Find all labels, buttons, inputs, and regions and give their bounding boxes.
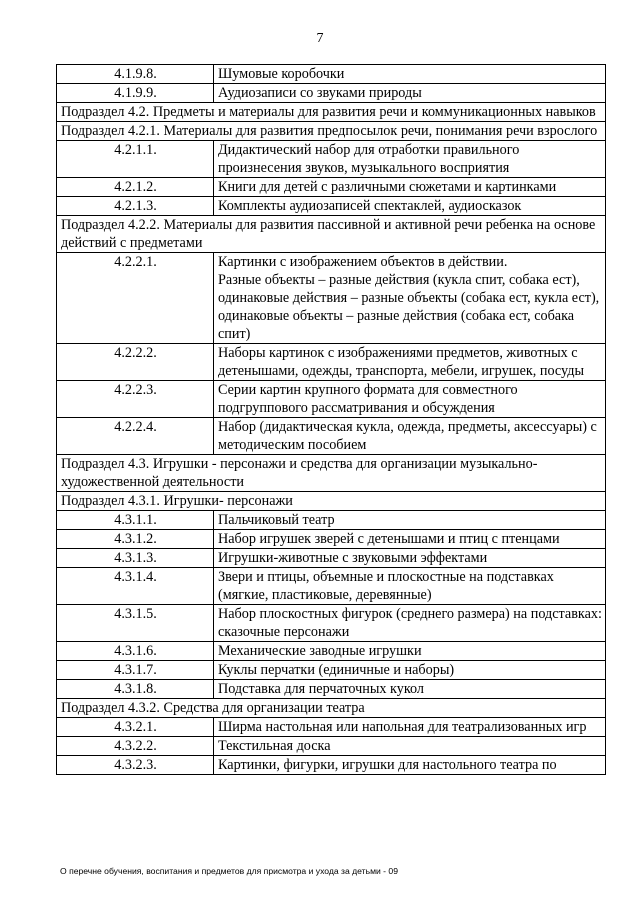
item-description: Наборы картинок с изображениями предметов, животных с детенышами, одежды, транспорта, мебели, игрушек, посуды	[214, 344, 606, 381]
item-description: Набор игрушек зверей с детенышами и птиц с птенцами	[214, 530, 606, 549]
item-description: Ширма настольная или напольная для театрализованных игр	[214, 718, 606, 737]
item-number: 4.3.1.4.	[57, 568, 214, 605]
table-row	[57, 197, 606, 216]
table-row	[57, 642, 606, 661]
section-heading: Подраздел 4.2. Предметы и материалы для развития речи и коммуникационных навыков	[57, 103, 606, 122]
item-description: Книги для детей с различными сюжетами и картинками	[214, 178, 606, 197]
footer-note: О перечне обучения, воспитания и предметов для присмотра и ухода за детьми - 09	[60, 866, 398, 876]
item-number: 4.2.1.1.	[57, 141, 214, 178]
table-row	[57, 84, 606, 103]
section-heading: Подраздел 4.3. Игрушки - персонажи и средства для организации музыкально-художественной деятельности	[57, 455, 606, 492]
item-number: 4.1.9.8.	[57, 65, 214, 84]
item-description: Текстильная доска	[214, 737, 606, 756]
table-row	[57, 680, 606, 699]
item-number: 4.1.9.9.	[57, 84, 214, 103]
item-number: 4.2.1.3.	[57, 197, 214, 216]
table-row	[57, 605, 606, 642]
section-row	[57, 216, 606, 253]
section-heading: Подраздел 4.3.2. Средства для организации театра	[57, 699, 606, 718]
table-row	[57, 718, 606, 737]
item-number: 4.3.1.7.	[57, 661, 214, 680]
table-row	[57, 737, 606, 756]
table-row	[57, 549, 606, 568]
table-body	[57, 65, 606, 775]
item-description: Набор плоскостных фигурок (среднего размера) на подставках: сказочные персонажи	[214, 605, 606, 642]
section-heading: Подраздел 4.2.1. Материалы для развития предпосылок речи, понимания речи взрослого	[57, 122, 606, 141]
table-row	[57, 141, 606, 178]
page-number: 7	[316, 31, 324, 46]
item-description: Серии картин крупного формата для совместного подгруппового рассматривания и обсуждения	[214, 381, 606, 418]
item-description: Куклы перчатки (единичные и наборы)	[214, 661, 606, 680]
item-number: 4.3.2.3.	[57, 756, 214, 775]
item-description: Подставка для перчаточных кукол	[214, 680, 606, 699]
item-number: 4.2.1.2.	[57, 178, 214, 197]
item-number: 4.3.1.1.	[57, 511, 214, 530]
table-row	[57, 253, 606, 344]
item-number: 4.3.1.6.	[57, 642, 214, 661]
table-row	[57, 381, 606, 418]
item-number: 4.2.2.4.	[57, 418, 214, 455]
section-heading: Подраздел 4.3.1. Игрушки- персонажи	[57, 492, 606, 511]
item-number: 4.3.1.5.	[57, 605, 214, 642]
item-number: 4.2.2.1.	[57, 253, 214, 344]
item-description: Звери и птицы, объемные и плоскостные на подставках (мягкие, пластиковые, деревянные)	[214, 568, 606, 605]
item-description: Картинки с изображением объектов в действии. Разные объекты – разные действия (кукла спит, собака ест), одинаковые действия – разные объекты (собака ест, кукла ест), одинаковые объекты – разные действия (собака ест, собака спит)	[214, 253, 606, 344]
item-description: Игрушки-животные с звуковыми эффектами	[214, 549, 606, 568]
item-description: Пальчиковый театр	[214, 511, 606, 530]
item-number: 4.3.2.2.	[57, 737, 214, 756]
table-row	[57, 511, 606, 530]
section-row	[57, 122, 606, 141]
table-row	[57, 661, 606, 680]
table-row	[57, 568, 606, 605]
table-row	[57, 65, 606, 84]
section-heading: Подраздел 4.2.2. Материалы для развития пассивной и активной речи ребенка на основе действий с предметами	[57, 216, 606, 253]
item-number: 4.3.1.8.	[57, 680, 214, 699]
table-row	[57, 530, 606, 549]
item-description: Картинки, фигурки, игрушки для настольного театра по	[214, 756, 606, 775]
item-description: Механические заводные игрушки	[214, 642, 606, 661]
section-row	[57, 699, 606, 718]
item-description: Набор (дидактическая кукла, одежда, предметы, аксессуары) с методическим пособием	[214, 418, 606, 455]
item-number: 4.3.1.3.	[57, 549, 214, 568]
item-number: 4.3.2.1.	[57, 718, 214, 737]
equipment-table	[56, 64, 606, 775]
section-row	[57, 455, 606, 492]
item-description: Шумовые коробочки	[214, 65, 606, 84]
item-number: 4.2.2.3.	[57, 381, 214, 418]
section-row	[57, 492, 606, 511]
item-description: Дидактический набор для отработки правильного произнесения звуков, музыкального восприятия	[214, 141, 606, 178]
table-row	[57, 756, 606, 775]
item-number: 4.3.1.2.	[57, 530, 214, 549]
table-row	[57, 178, 606, 197]
table-row	[57, 344, 606, 381]
section-row	[57, 103, 606, 122]
item-description: Комплекты аудиозаписей спектаклей, аудиосказок	[214, 197, 606, 216]
table-row	[57, 418, 606, 455]
item-description: Аудиозаписи со звуками природы	[214, 84, 606, 103]
item-number: 4.2.2.2.	[57, 344, 214, 381]
